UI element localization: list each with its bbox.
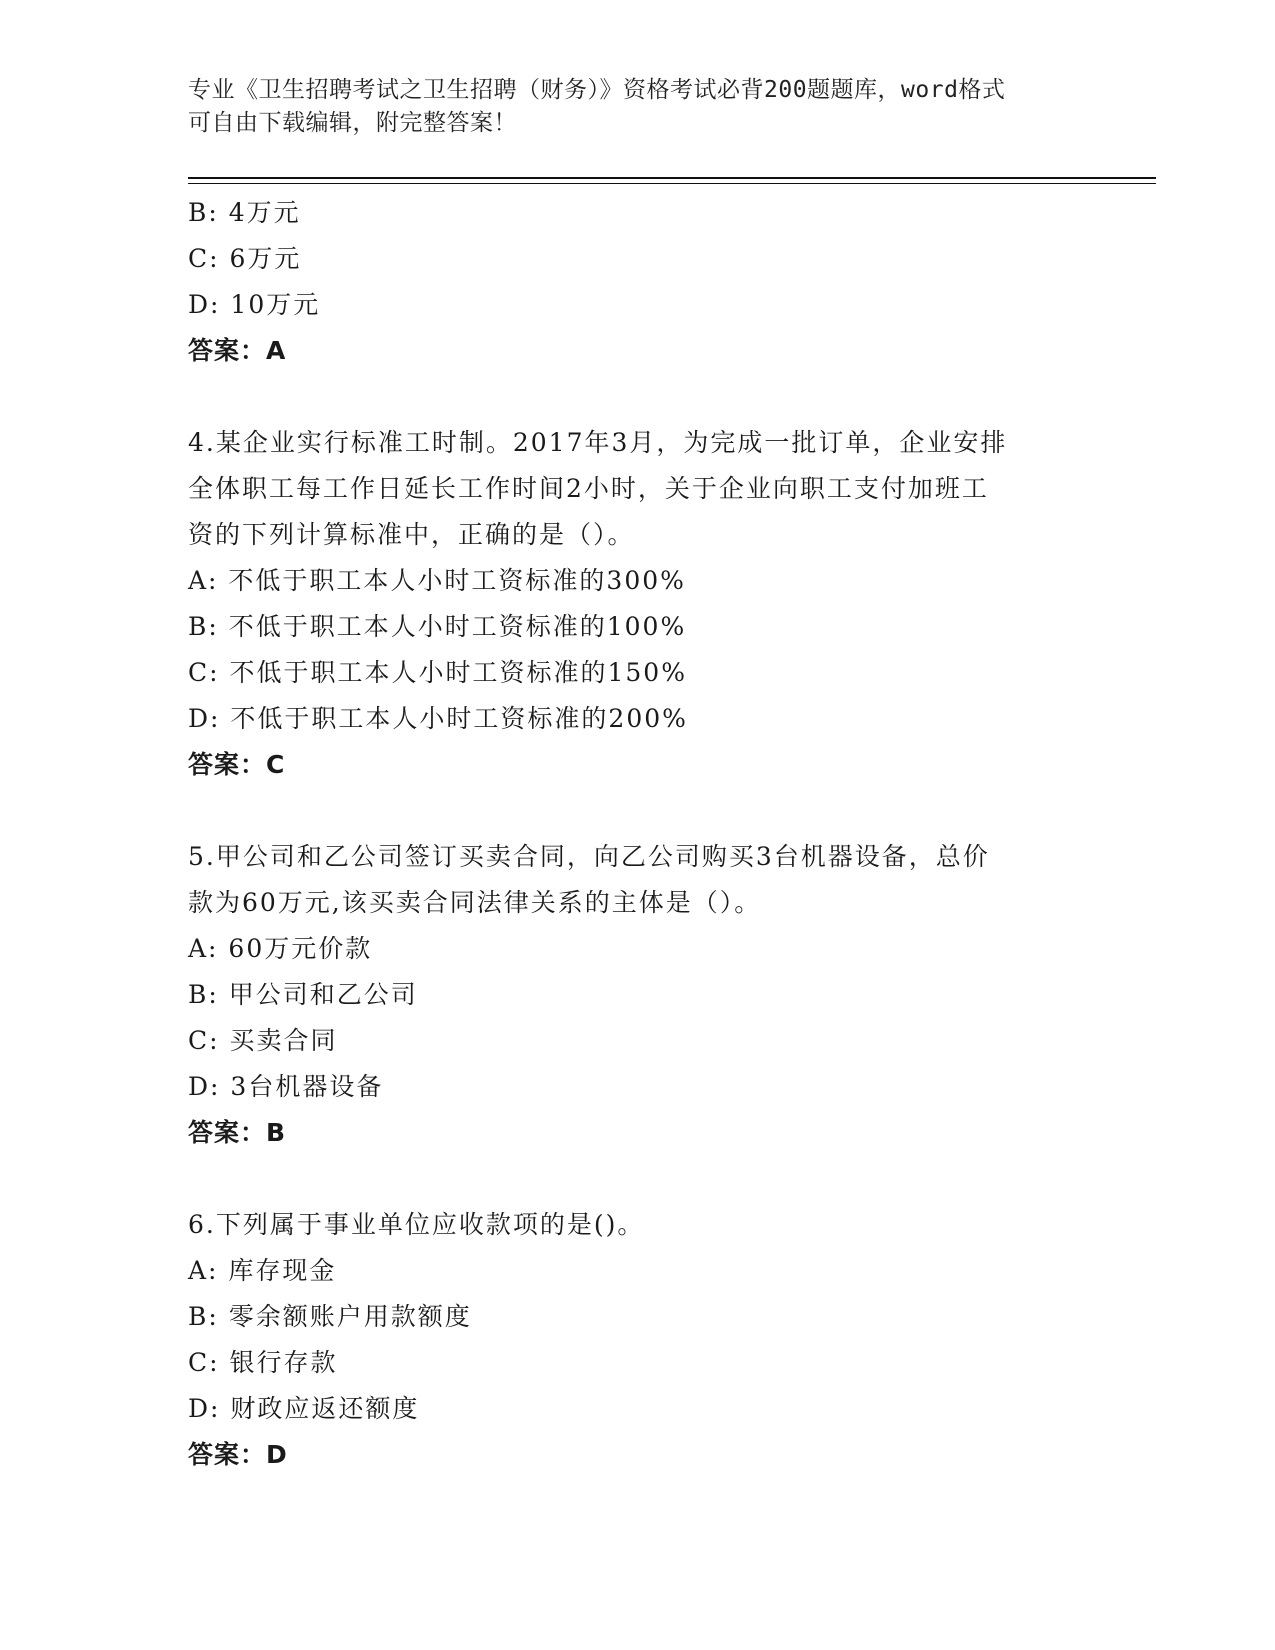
answer-label: 答案：D — [188, 1440, 288, 1469]
option-d: D: 财政应返还额度 — [188, 1394, 420, 1423]
header-line-1: 专业《卫生招聘考试之卫生招聘（财务）》资格考试必背200题题库，word格式 — [188, 77, 1006, 103]
question-6 — [188, 1202, 1088, 1478]
option-b: B: 零余额账户用款额度 — [188, 1302, 472, 1331]
option-b: B: 不低于职工本人小时工资标准的100% — [188, 612, 687, 641]
question-stem-line: 6.下列属于事业单位应收款项的是()。 — [188, 1210, 645, 1239]
spacer — [188, 788, 1088, 834]
spacer — [188, 374, 1088, 420]
answer-label: 答案：C — [188, 750, 286, 779]
option-c: C: 不低于职工本人小时工资标准的150% — [188, 658, 687, 687]
option-b: B: 甲公司和乙公司 — [188, 980, 418, 1009]
option-c: C: 买卖合同 — [188, 1026, 338, 1055]
option-c: C: 银行存款 — [188, 1348, 338, 1377]
document-header — [188, 74, 1068, 140]
question-stem-line: 款为60万元,该买卖合同法律关系的主体是（）。 — [188, 888, 762, 917]
option-b: B: 4万元 — [188, 198, 301, 227]
header-divider-thick — [188, 177, 1156, 179]
question-stem-line: 资的下列计算标准中，正确的是（）。 — [188, 520, 635, 549]
header-line-2: 可自由下载编辑，附完整答案！ — [188, 110, 517, 136]
option-d: D: 10万元 — [188, 290, 321, 319]
spacer — [188, 1156, 1088, 1202]
question-stem-line: 5.甲公司和乙公司签订买卖合同，向乙公司购买3台机器设备，总价 — [188, 842, 990, 871]
answer-label: 答案：B — [188, 1118, 287, 1147]
option-d: D: 不低于职工本人小时工资标准的200% — [188, 704, 688, 733]
option-a: A: 不低于职工本人小时工资标准的300% — [188, 566, 686, 595]
question-5 — [188, 834, 1088, 1156]
option-a: A: 60万元价款 — [188, 934, 373, 963]
header-divider-thin — [188, 183, 1156, 184]
answer-label: 答案：A — [188, 336, 287, 365]
option-c: C: 6万元 — [188, 244, 302, 273]
option-d: D: 3台机器设备 — [188, 1072, 384, 1101]
question-3-tail — [188, 190, 1088, 374]
question-4 — [188, 420, 1088, 788]
option-a: A: 库存现金 — [188, 1256, 337, 1285]
document-content — [188, 190, 1088, 1478]
question-stem-line: 4.某企业实行标准工时制。2017年3月，为完成一批订单，企业安排 — [188, 428, 1008, 457]
question-stem-line: 全体职工每工作日延长工作时间2小时，关于企业向职工支付加班工 — [188, 474, 989, 503]
